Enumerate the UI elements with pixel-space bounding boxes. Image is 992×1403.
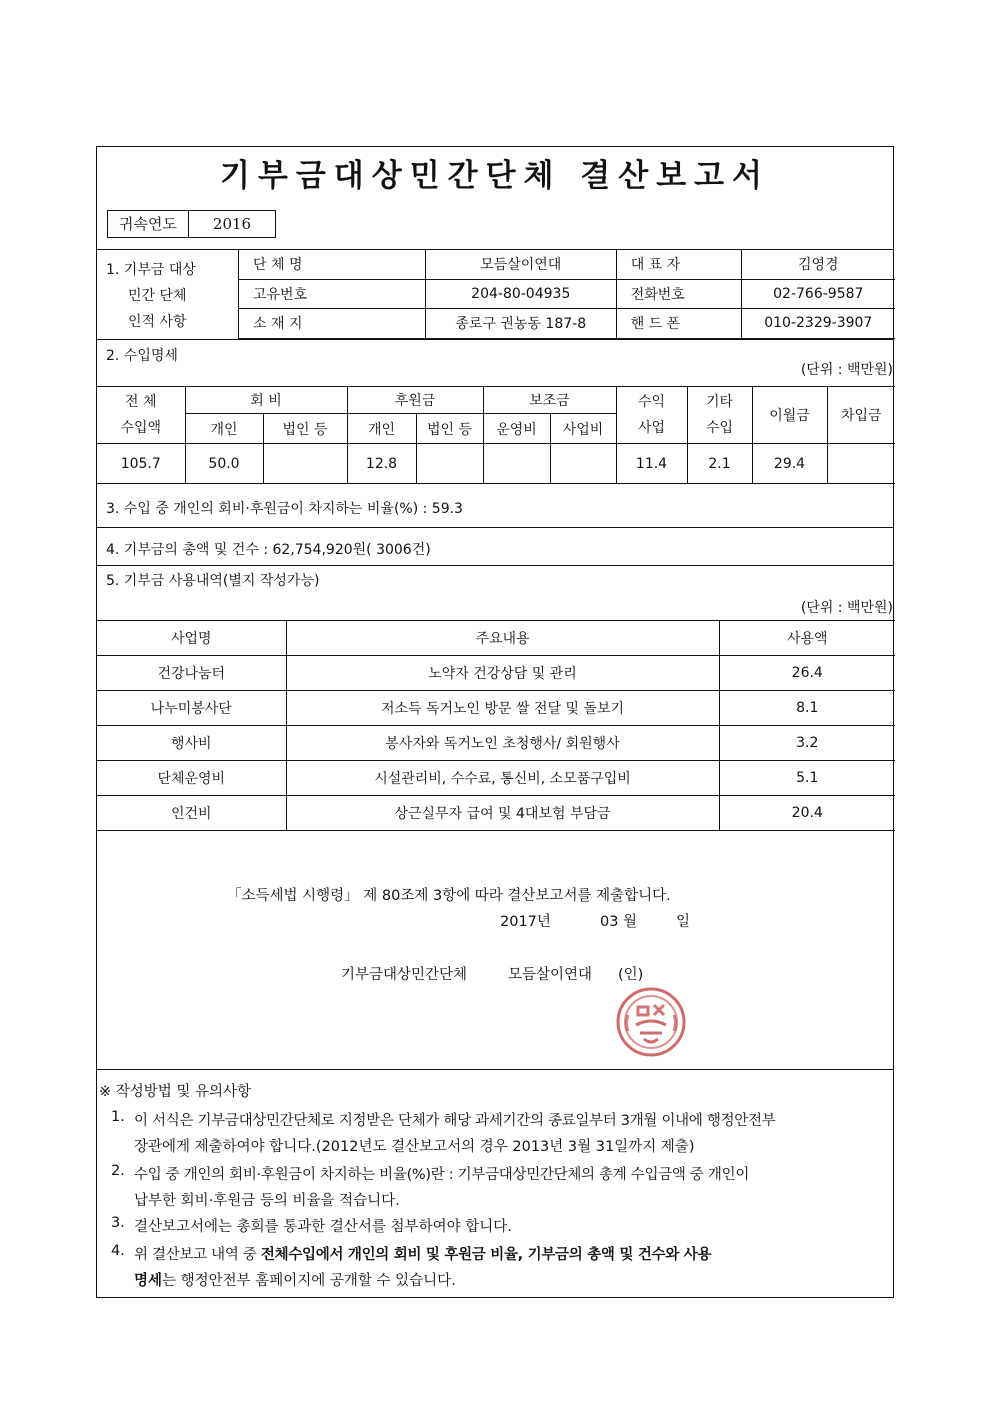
header-loan: 차입금	[827, 387, 895, 444]
divider	[97, 565, 893, 566]
org-value: 종로구 권농동 187-8	[425, 308, 616, 338]
income-value: 50.0	[185, 444, 263, 484]
income-table	[97, 386, 895, 484]
submission-text: 「소득세법 시행령」 제 80조제 3항에 따라 결산보고서를 제출합니다.	[227, 888, 671, 904]
submission-day: 일	[676, 914, 691, 930]
seal-label: (인)	[618, 967, 644, 983]
usage-table	[97, 620, 895, 831]
note-text: 수입 중 개인의 회비·후원금이 차지하는 비율(%)란 : 기부금대상민간단체의 총계 수입금액 중 개인이	[134, 1167, 750, 1183]
usage-section-label: 5. 기부금 사용내역(별지 작성가능)	[106, 573, 320, 589]
subheader: 법인 등	[416, 414, 483, 444]
income-value: 2.1	[687, 444, 752, 484]
table-row	[97, 656, 895, 691]
ratio-line: 3. 수입 중 개인의 회비·후원금이 차지하는 비율(%) : 59.3	[106, 501, 463, 517]
usage-name: 나누미봉사단	[97, 691, 286, 726]
org-value: 02-766-9587	[741, 279, 895, 308]
header-support: 후원금	[347, 387, 483, 414]
header-total-line: 전 체	[125, 394, 157, 410]
income-value: 29.4	[752, 444, 827, 484]
note-number: 1.	[111, 1109, 125, 1125]
donation-line: 4. 기부금의 총액 및 건수 : 62,754,920원( 3006건)	[106, 542, 431, 558]
header-subsidy: 보조금	[483, 387, 616, 414]
note-text-bold: 명세	[134, 1273, 163, 1289]
fiscal-year-label: 귀속연도	[108, 211, 189, 237]
subheader: 사업비	[550, 414, 616, 444]
notes-heading: ※ 작성방법 및 유의사항	[99, 1084, 252, 1100]
table-row	[97, 387, 895, 414]
organization-seal-icon	[614, 985, 688, 1059]
org-section-label	[106, 257, 231, 335]
header-etc-line: 수입	[705, 420, 734, 436]
header-etc-line: 기타	[705, 394, 734, 410]
table-row	[97, 621, 895, 656]
usage-header: 주요내용	[286, 621, 719, 656]
usage-name: 행사비	[97, 726, 286, 761]
usage-amount: 26.4	[719, 656, 895, 691]
divider	[97, 1069, 893, 1070]
org-info-table	[238, 249, 895, 339]
usage-name: 단체운영비	[97, 761, 286, 796]
usage-amount: 5.1	[719, 761, 895, 796]
subheader: 개인	[347, 414, 416, 444]
income-value	[550, 444, 616, 484]
usage-name: 인건비	[97, 796, 286, 831]
usage-name: 건강나눔터	[97, 656, 286, 691]
subheader: 운영비	[483, 414, 550, 444]
submission-org-label: 기부금대상민간단체	[341, 967, 468, 983]
header-business-line: 수익	[637, 394, 666, 410]
divider	[97, 527, 893, 528]
note-text: 납부한 회비·후원금 등의 비율을 적습니다.	[134, 1193, 400, 1209]
usage-amount: 3.2	[719, 726, 895, 761]
org-value: 김영경	[741, 249, 895, 279]
usage-header: 사업명	[97, 621, 286, 656]
note-number: 2.	[111, 1163, 125, 1179]
header-business	[616, 387, 687, 444]
header-business-line: 사업	[637, 420, 666, 436]
org-key: 고유번호	[239, 279, 426, 308]
income-value	[416, 444, 483, 484]
org-key: 핸 드 폰	[616, 308, 741, 338]
note-text-part: 위 결산보고 내역 중	[134, 1247, 261, 1263]
usage-desc: 저소득 독거노인 방문 쌀 전달 및 돌보기	[286, 691, 719, 726]
fiscal-year-value: 2016	[212, 215, 252, 233]
note-text-bold: 전체수입에서 개인의 회비 및 후원금 비율, 기부금의 총액 및 건수와 사용	[260, 1247, 712, 1263]
usage-desc: 봉사자와 독거노인 초청행사/ 회원행사	[286, 726, 719, 761]
submission-org-name: 모듬살이연대	[508, 967, 593, 983]
org-value: 010-2329-3907	[741, 308, 895, 338]
org-key: 단 체 명	[239, 249, 426, 279]
org-value: 204-80-04935	[425, 279, 616, 308]
usage-header: 사용액	[719, 621, 895, 656]
subheader: 법인 등	[263, 414, 347, 444]
note-number: 3.	[111, 1215, 125, 1231]
usage-amount: 8.1	[719, 691, 895, 726]
table-row	[97, 761, 895, 796]
header-total-line: 수입액	[120, 420, 162, 436]
submission-month: 03 월	[600, 914, 638, 930]
page-title: 기부금대상민간단체 결산보고서	[219, 158, 771, 194]
fiscal-year-box	[107, 210, 276, 238]
org-key: 전화번호	[616, 279, 741, 308]
income-value: 11.4	[616, 444, 687, 484]
usage-desc: 노약자 건강상담 및 관리	[286, 656, 719, 691]
header-etc	[687, 387, 752, 444]
table-row	[239, 308, 896, 338]
header-total	[97, 387, 185, 444]
table-row	[97, 444, 895, 484]
table-row	[97, 691, 895, 726]
income-value: 12.8	[347, 444, 416, 484]
divider	[97, 339, 893, 340]
org-key: 대 표 자	[616, 249, 741, 279]
table-row	[239, 279, 896, 308]
org-key: 소 재 지	[239, 308, 426, 338]
subheader: 개인	[185, 414, 263, 444]
org-section-line: 민간 단체	[128, 288, 187, 304]
income-value	[263, 444, 347, 484]
income-unit-label: (단위 : 백만원)	[800, 362, 893, 378]
note-text	[134, 1243, 711, 1264]
usage-unit-label: (단위 : 백만원)	[800, 600, 893, 616]
table-row	[97, 726, 895, 761]
header-member: 회 비	[185, 387, 347, 414]
note-text: 이 서식은 기부금대상민간단체로 지정받은 단체가 해당 과세기간의 종료일부터 3개월 이내에 행정안전부	[134, 1113, 776, 1129]
org-section-line: 인적 사항	[128, 314, 187, 330]
note-text: 장관에게 제출하여야 합니다.(2012년도 결산보고서의 경우 2013년 3월 31일까지 제출)	[134, 1139, 695, 1155]
org-value: 모듬살이연대	[425, 249, 616, 279]
submission-year: 2017년	[500, 914, 551, 930]
note-text: 결산보고서에는 총회를 통과한 결산서를 첨부하여야 합니다.	[134, 1219, 512, 1235]
table-row	[97, 796, 895, 831]
usage-amount: 20.4	[719, 796, 895, 831]
income-section-label: 2. 수입명세	[106, 348, 178, 364]
income-value	[483, 444, 550, 484]
table-row	[239, 249, 896, 279]
income-value: 105.7	[97, 444, 185, 484]
header-carryover: 이월금	[752, 387, 827, 444]
report-form	[96, 146, 894, 1298]
usage-desc: 시설관리비, 수수료, 통신비, 소모품구입비	[286, 761, 719, 796]
note-text	[134, 1269, 456, 1290]
note-number: 4.	[111, 1243, 125, 1259]
income-value	[827, 444, 895, 484]
org-section-line: 1. 기부금 대상	[106, 262, 196, 278]
usage-desc: 상근실무자 급여 및 4대보험 부담금	[286, 796, 719, 831]
note-text-part: 는 행정안전부 홈페이지에 공개할 수 있습니다.	[162, 1273, 456, 1289]
